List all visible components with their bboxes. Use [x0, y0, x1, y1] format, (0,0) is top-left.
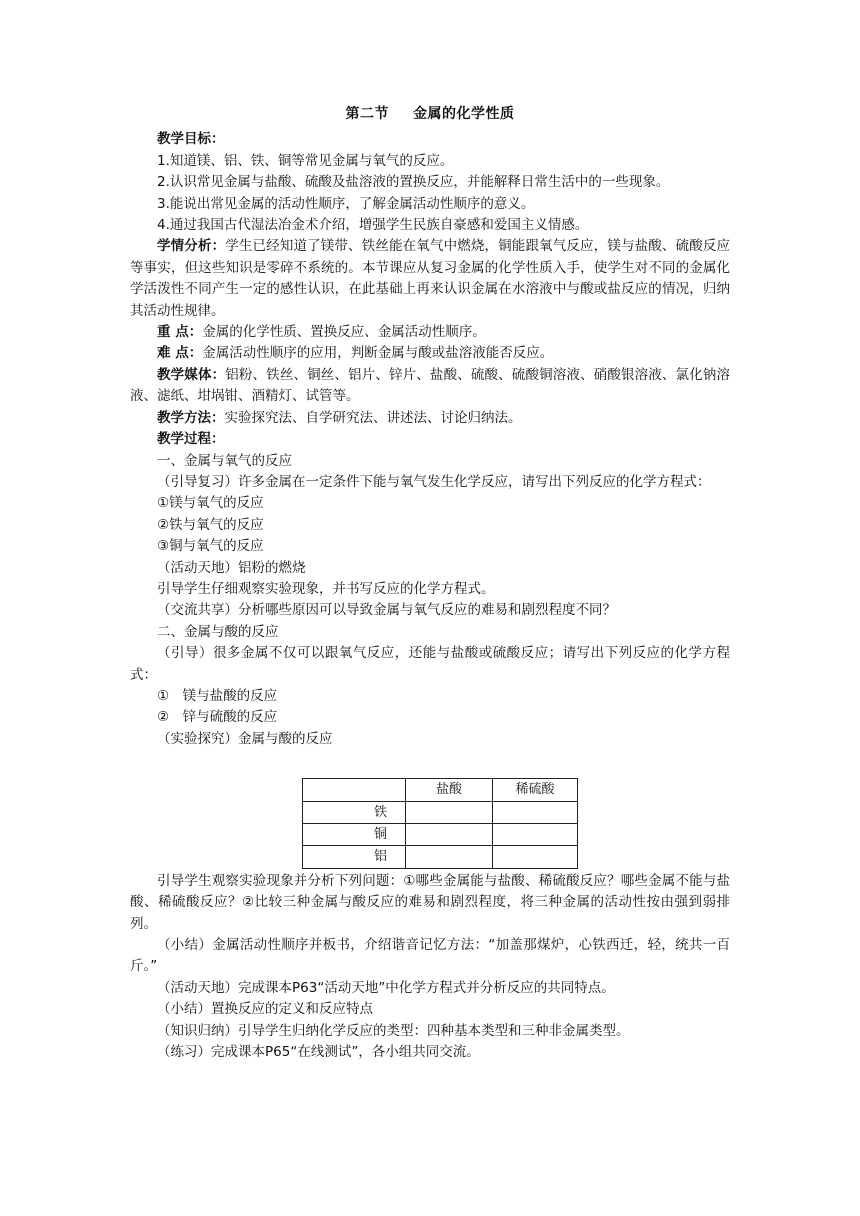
part1-item-2: ②铁与氧气的反应	[157, 516, 264, 533]
difficulties-text: 金属活动性顺序的应用，判断金属与酸或盐溶液能否反应。	[202, 345, 554, 362]
difficulties-paragraph	[130, 343, 730, 364]
table-row	[303, 801, 578, 823]
key-points-text: 金属的化学性质、置换反应、金属活动性顺序。	[202, 324, 486, 341]
part1-intro: （引导复习）许多金属在一定条件下能与氧气发生化学反应，请写出下列反应的化学方程式：	[157, 473, 711, 490]
section-name: 金属的化学性质	[413, 106, 515, 122]
part2-item-2: ② 锌与硫酸的反应	[157, 709, 278, 726]
analysis-label: 学情分析：	[157, 238, 226, 255]
part2-exercise: （练习）完成课本P65“在线测试”，各小组共同交流。	[157, 1044, 480, 1061]
key-points-paragraph	[130, 322, 730, 343]
part2-activity: （活动天地）完成课本P63“活动天地”中化学方程式并分析反应的共同特点。	[157, 979, 615, 996]
table-cell	[406, 846, 493, 868]
table-row	[303, 846, 578, 868]
part2-observe: 引导学生观察实验现象并分析下列问题：①哪些金属能与盐酸、稀硫酸反应？哪些金属不能与盐酸、稀硫酸反应？②比较三种金属与酸反应的难易和剧烈程度，将三种金属的活动性按由强到弱排列。	[130, 872, 730, 932]
objective-item-3: 3.能说出常见金属的活动性顺序，了解金属活动性顺序的意义。	[157, 195, 535, 212]
methods-text: 实验探究法、自学研究法、讲述法、讨论归纳法。	[224, 409, 522, 426]
table-row-label: 铝	[303, 846, 406, 868]
part1-guide: 引导学生仔细观察实验现象，并书写反应的化学方程式。	[157, 580, 495, 597]
part2-knowledge: （知识归纳）引导学生归纳化学反应的类型：四种基本类型和三种非金属类型。	[157, 1022, 630, 1039]
section-number: 第二节	[345, 106, 389, 122]
media-paragraph	[130, 365, 730, 408]
table-header-cell: 稀硫酸	[493, 779, 578, 801]
objective-item-2: 2.认识常见金属与盐酸、硫酸及盐溶液的置换反应，并能解释日常生活中的一些现象。	[157, 174, 670, 191]
table-row-label: 铁	[303, 801, 406, 823]
table-row-label: 铜	[303, 824, 406, 846]
part1-activity: （活动天地）铝粉的燃烧	[157, 559, 306, 576]
part2-summary-2: （小结）置换反应的定义和反应特点	[157, 1001, 373, 1018]
methods-label: 教学方法：	[157, 409, 225, 426]
analysis-text: 学生已经知道了镁带、铁丝能在氧气中燃烧，铜能跟氧气反应，镁与盐酸、硫酸反应等事实，但这些知识是零碎不系统的。本节课应从复习金属的化学性质入手，使学生对不同的金属化学活泼性不同产生一定的感性认识，在此基础上再来认识金属在水溶液中与酸或盐反应的情况，归纳其活动性规律。	[130, 238, 731, 319]
objective-item-4: 4.通过我国古代湿法冶金术介绍，增强学生民族自豪感和爱国主义情感。	[157, 217, 589, 234]
experiment-table	[302, 778, 578, 869]
table-header-row	[303, 779, 578, 801]
part2-heading: 二、金属与酸的反应	[157, 623, 279, 640]
part2-summary-1: （小结）金属活动性顺序并板书，介绍谐音记忆方法：“加盖那煤炉，心铁西迁，轻，统共一百斤。”	[130, 937, 730, 975]
analysis-paragraph	[130, 236, 730, 322]
methods-paragraph	[130, 408, 730, 429]
part1-item-1: ①镁与氧气的反应	[157, 495, 264, 512]
table-row	[303, 824, 578, 846]
difficulties-label: 难 点：	[157, 345, 203, 362]
part2-item-1: ① 镁与盐酸的反应	[157, 687, 278, 704]
table-cell	[406, 801, 493, 823]
part1-heading: 一、金属与氧气的反应	[157, 452, 292, 469]
table-cell	[493, 824, 578, 846]
media-text: 铝粉、铁丝、铜丝、铝片、锌片、盐酸、硫酸、硫酸铜溶液、硝酸银溶液、氯化钠溶液、滤纸、坩埚钳、酒精灯、试管等。	[130, 366, 731, 405]
table-header-cell: 盐酸	[406, 779, 493, 801]
document-body	[130, 104, 730, 1063]
part2-experiment: （实验探究）金属与酸的反应	[157, 730, 333, 747]
objective-item-1: 1.知道镁、铝、铁、铜等常见金属与氧气的反应。	[157, 152, 454, 169]
table-header-cell	[303, 779, 406, 801]
table-cell	[493, 846, 578, 868]
part1-item-3: ③铜与氧气的反应	[157, 538, 264, 555]
process-label: 教学过程：	[157, 431, 225, 448]
page-title	[130, 104, 730, 125]
table-cell	[493, 801, 578, 823]
media-label: 教学媒体：	[157, 366, 226, 383]
table-cell	[406, 824, 493, 846]
part2-intro: （引导）很多金属不仅可以跟氧气反应，还能与盐酸或硫酸反应；请写出下列反应的化学方程式：	[130, 645, 730, 683]
objectives-label: 教学目标：	[157, 131, 225, 148]
key-points-label: 重 点：	[157, 324, 203, 341]
part1-discuss: （交流共享）分析哪些原因可以导致金属与氧气反应的难易和剧烈程度不同？	[157, 602, 616, 619]
